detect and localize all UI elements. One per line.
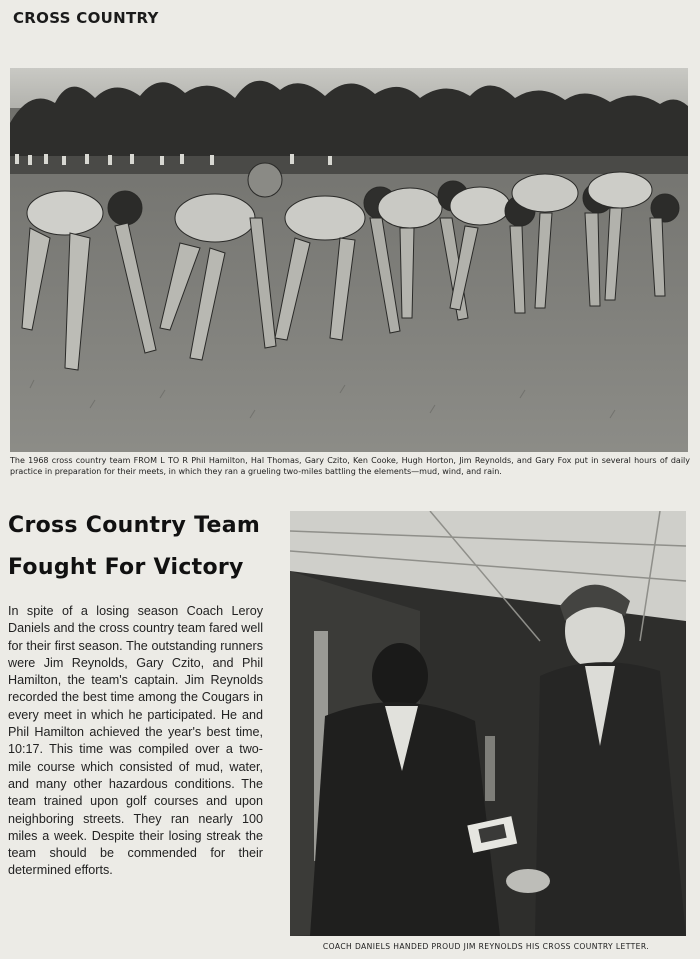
award-photo <box>290 511 686 936</box>
headline-line-1: Cross Country Team <box>8 513 261 538</box>
headline-line-2: Fought For Victory <box>8 555 244 580</box>
team-photo-caption: The 1968 cross country team FROM L TO R Phil Hamilton, Hal Thomas, Gary Czito, Ken Cooke, Hugh Horton, Jim Reynolds, and Gary Fox put in several hours of daily practice in preparation for their meets, in which they ran a grueling two-miles battling the elements—mud, wind, and rain. <box>10 456 690 476</box>
award-photo-caption: COACH DANIELS HANDED PROUD JIM REYNOLDS HIS CROSS COUNTRY LETTER. <box>322 942 650 951</box>
team-photo <box>10 68 688 452</box>
section-header: CROSS COUNTRY <box>13 9 159 27</box>
team-photo-illustration <box>10 68 688 452</box>
article-body: In spite of a losing season Coach Leroy Daniels and the cross country team fared well for their first season. The outstanding runners were Jim Reynolds, Gary Czito, and Phil Hamilton, the team's captain. Jim Reynolds recorded the best time among the Cougars in every meet in which he participated. He and Phil Hamilton achieved the year's best time, 10:17. This time was compiled over a two-mile course which consisted of mud, water, and many other hazardous conditions. The team trained upon golf courses and upon neighboring streets. They ran nearly 100 miles a week. Despite their losing streak the team should be commended for their determined efforts. <box>8 604 263 878</box>
article-headline <box>8 505 278 589</box>
award-photo-illustration <box>290 511 686 936</box>
